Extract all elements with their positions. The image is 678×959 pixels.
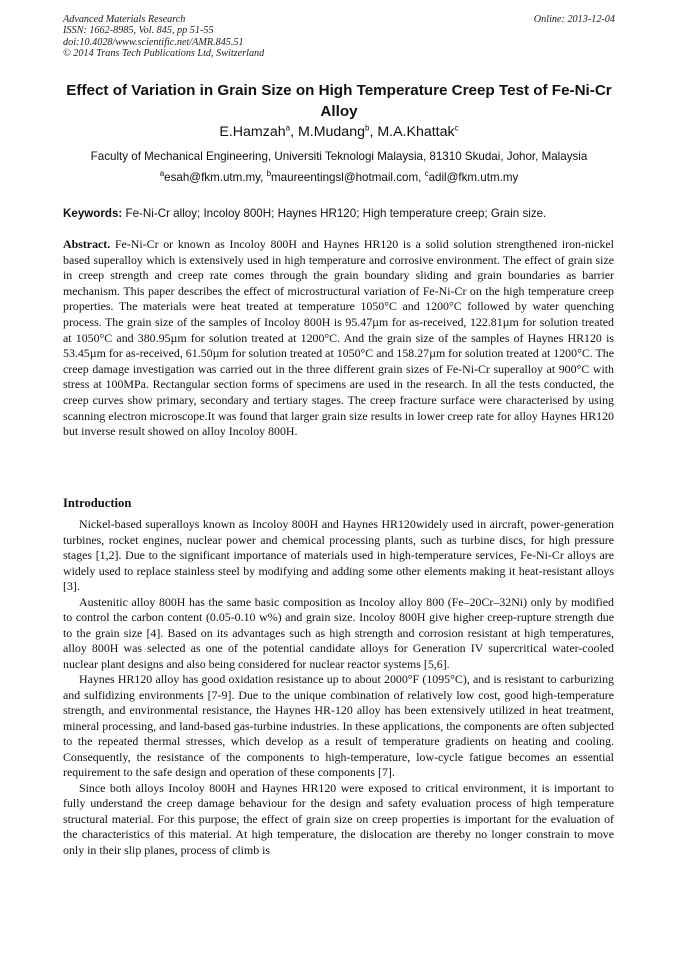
abstract-text: Fe-Ni-Cr or known as Incoloy 800H and Haynes HR120 is a solid solution strengthened iron-nickel based superalloy which is extensively used in high temperature and corrosive environment. The effect of grain size in creep strength and creep rate comes through the grain boundary sliding and grain boundaries as barrier mechanism. This paper describes the effect of microstructural variation of Fe-Ni-Cr on the high temperature creep properties. The materials were heat treated at temperature 1050°C and 1200°C followed by water quenching process. The grain size of the samples of Incoloy 800H is 95.47µm for as-received, 122.81µm for solution treated at 1050°C and 380.95µm for solution treated at 1200°C. And the grain size of the samples of Haynes HR120 is 53.45µm for as-received, 61.50µm for solution treated at 1050°C and 158.27µm for solution treated at 1200°C. The creep damage investigation was carried out in the three different grain sizes of Fe-Ni-Cr superalloy at 900°C with stress at 100MPa. Rectangular section forms of specimens are used in the research. In all the tests conducted, the creep curves show primary, secondary and tertiary stages. The creep fracture surface were characterised by using scanning electron microscope.It was found that larger grain size results in lower creep rate for alloy Haynes HR120 but inverse result showed on alloy Incoloy 800H. [63, 237, 614, 439]
email-superscript: c [424, 169, 429, 179]
author-superscript: b [364, 123, 370, 133]
author-superscript: c [454, 123, 459, 133]
email-address: adil@fkm.utm.my [428, 171, 519, 184]
author-name: M.A.Khattak [377, 124, 455, 140]
introduction-body [63, 517, 614, 858]
journal-name: Advanced Materials Research [63, 14, 186, 25]
email-list: $^a$esah@fkm.utm.my, $^b$maureentingsl@hotmail.com, $^c$adil@fkm.utm.my [159, 169, 519, 184]
keywords-label: Keywords: [63, 207, 123, 220]
introduction-paragraph: Haynes HR120 alloy has good oxidation resistance up to about 2000°F (1095°C), and is resistant to carburizing and sulfidizing environments [7-9]. Due to the unique combination of relatively low cost, good high-temperature strength, and environmental resistance, the Haynes HR-120 alloy has been extensively utilized in heat treatment, mineral processing, and land-based gas-turbine industries. In these applications, the components are often subjected to the repeated thermal stresses, which develop as a result of temperature gradients on heating and cooling. Consequently, the resistance of the components to high-temperature, low-cycle fatigue becomes an essential requirement to the safe design and operation of these components [7]. [63, 672, 614, 779]
doi-line: doi:10.4028/www.scientific.net/AMR.845.51 [63, 36, 244, 48]
abstract [63, 237, 614, 440]
introduction-paragraph: Austenitic alloy 800H has the same basic composition as Incoloy alloy 800 (Fe–20Cr–32Ni) only by modified to control the carbon content (0.05-0.10 w%) and grain size. Incoloy 800H give higher creep-rupture strength due to the grain size [4]. Based on its advantages such as high strength and corrosion resistant at high temperatures, alloy 800H was selected as one of the potential candidate alloys for Generation IV supercritical water-cooled nuclear plant designs and also being considered for nuclear reactor systems [5,6]. [63, 594, 614, 671]
online-date: Online: 2013-12-04 [533, 14, 615, 25]
journal-header [63, 14, 615, 60]
email-address: maureentingsl@hotmail.com [271, 171, 419, 184]
affiliation: Faculty of Mechanical Engineering, Universiti Teknologi Malaysia, 81310 Skudai, Johor, Malaysia [90, 150, 588, 163]
author-name: E.Hamzah [219, 124, 286, 140]
issn-line: ISSN: 1662-8985, Vol. 845, pp 51-55 [63, 25, 214, 37]
keywords [63, 207, 638, 220]
introduction-paragraph: Since both alloys Incoloy 800H and Haynes HR120 were exposed to critical environment, it is important to fully understand the creep damage behaviour for the design and safety evaluation process of high temperature structural material. For this purpose, the effect of grain size on creep properties is important for the evaluation of the characteristics of this material. At high temperature, the dislocation are thereby no longer constrain to move only in their slip planes, process of climb is [63, 780, 614, 857]
email-address: esah@fkm.utm.my [164, 171, 261, 184]
keywords-text: Fe-Ni-Cr alloy; Incoloy 800H; Haynes HR120; High temperature creep; Grain size. [125, 207, 547, 220]
introduction-paragraph: Nickel-based superalloys known as Incoloy 800H and Haynes HR120widely used in aircraft, power-generation turbines, rocket engines, nuclear power and chemical processing plants, such as turbine discs, for high pressure stages [1,2]. Due to the significant importance of materials used in high-temperature services, Fe-Ni-Cr alloys are widely used to replace stainless steel by modifying and adding some other elements making it heat-resistant alloys [3]. [63, 517, 614, 593]
copyright-line: © 2014 Trans Tech Publications Ltd, Switzerland [63, 48, 265, 60]
abstract-label: Abstract. [63, 237, 111, 251]
email-superscript: b [266, 169, 272, 179]
author-name: M.Mudang [297, 124, 365, 140]
introduction-heading: Introduction [63, 496, 132, 510]
author-list: E.Hamzah$^a$, M.Mudang$^b$, M.A.Khattak$^c$ [219, 123, 459, 140]
email-superscript: a [159, 169, 165, 179]
author-superscript: a [285, 123, 291, 133]
paper-title: Effect of Variation in Grain Size on High Temperature Creep Test of Fe-Ni-Cr Alloy [66, 82, 612, 120]
